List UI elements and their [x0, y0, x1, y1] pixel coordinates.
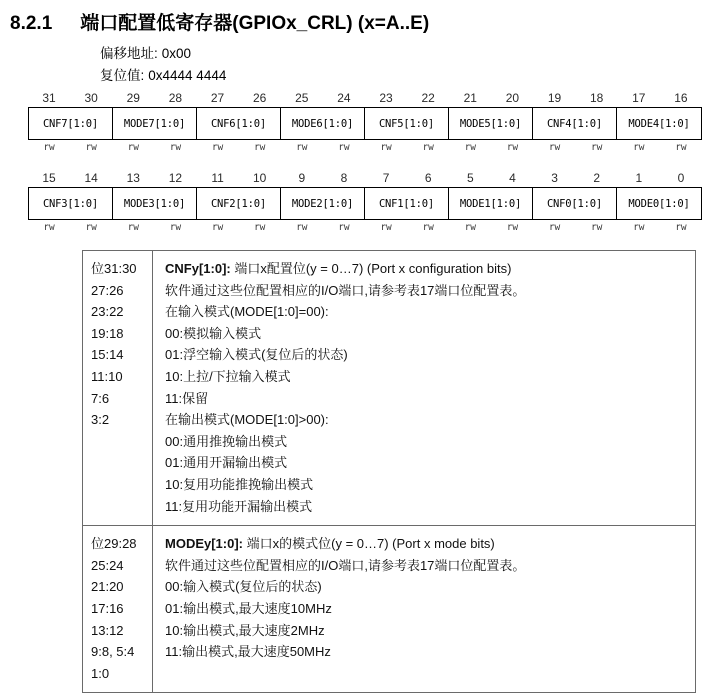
offset-address-line — [100, 42, 191, 62]
access-attribute: rw — [380, 142, 392, 153]
bit-number: 8 — [340, 171, 348, 185]
description-line: 00:通用推挽输出模式 — [165, 433, 288, 449]
bit-number: 23 — [379, 91, 393, 105]
bit-number: 29 — [126, 91, 140, 105]
bit-range-line: 19:18 — [91, 325, 124, 341]
access-attribute: rw — [253, 222, 266, 233]
access-attribute: rw — [127, 142, 140, 153]
access-attribute: rw — [675, 142, 687, 153]
description-line: 00:输入模式(复位后的状态) — [165, 579, 322, 595]
access-attribute: rw — [85, 142, 97, 153]
reset-value-line — [100, 64, 226, 84]
bit-range-line: 21:20 — [91, 579, 124, 595]
bit-range-line: 7:6 — [91, 390, 110, 406]
access-attribute: rw — [506, 142, 519, 153]
bit-range-line: 位31:30 — [91, 261, 137, 276]
description-line: 00:模拟输入模式 — [165, 325, 262, 341]
bit-number: 1 — [635, 171, 643, 185]
description-line: 10:上拉/下拉输入模式 — [165, 368, 291, 384]
access-attribute: rw — [211, 222, 224, 233]
bit-number: 19 — [547, 91, 562, 105]
bit-range-line: 17:16 — [91, 600, 124, 616]
description-line: 01:浮空输入模式(复位后的状态) — [165, 347, 348, 363]
reset-value-label: 复位值: — [100, 68, 145, 83]
bit-number-row — [28, 90, 702, 107]
bit-number: 31 — [42, 91, 56, 105]
bit-description-cell — [153, 251, 695, 525]
register-field-cell: MODE1[1:0] — [449, 188, 533, 219]
description-line: 在输出模式(MODE[1:0]>00): — [165, 412, 329, 428]
access-attribute: rw — [338, 142, 350, 153]
register-field-row — [28, 187, 702, 220]
register-field-row — [28, 107, 702, 140]
bit-number: 30 — [84, 91, 98, 105]
bit-number: 0 — [677, 171, 685, 185]
description-line: 软件通过这些位配置相应的I/O端口,请参考表17端口位配置表。 — [165, 557, 526, 573]
register-field-cell: CNF4[1:0] — [533, 108, 617, 139]
register-diagram-low-halfword — [28, 170, 702, 236]
access-attribute: rw — [675, 222, 687, 233]
field-name-description: 端口x的模式位(y = 0…7) (Port x mode bits) — [243, 536, 495, 552]
bit-number: 16 — [674, 91, 688, 105]
description-line: 11:保留 — [165, 390, 209, 406]
register-field-cell: CNF1[1:0] — [365, 188, 449, 219]
access-attribute: rw — [43, 142, 55, 153]
bit-range-line: 位29:28 — [91, 536, 137, 552]
bit-range-line: 11:10 — [91, 368, 123, 384]
access-attribute: rw — [380, 222, 392, 233]
register-field-cell: MODE5[1:0] — [449, 108, 533, 139]
bit-number: 21 — [463, 91, 477, 105]
bit-number: 4 — [509, 171, 516, 185]
page-heading — [10, 8, 429, 35]
bit-number: 11 — [211, 171, 224, 185]
bit-range-line: 3:2 — [91, 412, 110, 428]
bit-range-line: 23:22 — [91, 304, 124, 320]
access-attribute: rw — [169, 142, 182, 153]
access-attribute: rw — [296, 222, 308, 233]
field-name-heading — [165, 533, 695, 555]
bit-range-line: 15:14 — [91, 347, 124, 363]
access-attribute: rw — [548, 222, 561, 233]
register-field-cell: MODE4[1:0] — [628, 117, 690, 130]
table-row — [83, 251, 695, 526]
register-diagram-high-halfword — [28, 90, 702, 156]
bit-number: 10 — [253, 171, 267, 185]
offset-address-label: 偏移地址: — [100, 46, 158, 61]
access-attribute: rw — [422, 142, 434, 153]
bit-number: 28 — [168, 91, 183, 105]
access-attribute: rw — [85, 222, 97, 233]
access-attribute: rw — [464, 222, 477, 233]
reset-value-value: 0x4444 4444 — [148, 68, 227, 83]
access-attribute: rw — [296, 142, 308, 153]
access-attribute: rw — [633, 142, 645, 153]
bit-number: 25 — [295, 91, 309, 105]
section-number: 8.2.1 — [10, 13, 53, 34]
register-field-cell: CNF3[1:0] — [29, 188, 113, 219]
bit-description-table — [82, 250, 696, 693]
bit-number: 7 — [382, 171, 390, 185]
register-field-cell: MODE6[1:0] — [281, 108, 365, 139]
bit-number: 24 — [337, 91, 351, 105]
register-field-cell: MODE2[1:0] — [281, 188, 365, 219]
field-name-heading — [165, 258, 695, 280]
register-field-cell: MODE3[1:0] — [113, 188, 197, 219]
access-attribute: rw — [422, 222, 434, 233]
bit-description-cell — [153, 526, 695, 692]
access-attribute: rw — [590, 222, 603, 233]
bit-number: 13 — [126, 171, 140, 185]
bit-range-line: 13:12 — [91, 622, 124, 638]
bit-number: 15 — [42, 171, 56, 185]
access-attribute: rw — [169, 222, 182, 233]
register-field-cell: MODE0[1:0] — [628, 197, 690, 210]
bit-number: 2 — [593, 171, 601, 185]
bit-range-line: 27:26 — [91, 282, 124, 298]
access-attribute: rw — [548, 142, 561, 153]
bit-number: 26 — [253, 91, 267, 105]
field-name: CNFy[1:0]: — [165, 261, 231, 276]
bit-number: 20 — [505, 91, 520, 105]
access-attribute: rw — [338, 222, 350, 233]
register-field-cell: CNF7[1:0] — [29, 108, 113, 139]
bit-range-cell — [83, 251, 153, 525]
table-row — [83, 526, 695, 692]
register-field-cell: CNF5[1:0] — [365, 108, 449, 139]
register-field-cell: MODE7[1:0] — [113, 108, 197, 139]
bit-number: 5 — [466, 171, 474, 185]
bit-number: 14 — [84, 171, 98, 185]
bit-number: 27 — [210, 91, 225, 105]
register-field-cell: CNF2[1:0] — [197, 188, 281, 219]
access-attribute: rw — [211, 142, 224, 153]
bit-number: 17 — [632, 91, 646, 105]
description-line: 软件通过这些位配置相应的I/O端口,请参考表17端口位配置表。 — [165, 282, 526, 298]
access-attribute: rw — [633, 222, 645, 233]
description-line: 11:复用功能开漏输出模式 — [165, 498, 313, 514]
bit-range-cell — [83, 526, 153, 692]
page-title: 端口配置低寄存器(GPIOx_CRL) (x=A..E) — [80, 13, 430, 34]
description-line: 10:输出模式,最大速度2MHz — [165, 622, 325, 638]
register-field-cell: CNF6[1:0] — [197, 108, 281, 139]
access-attribute: rw — [127, 222, 140, 233]
field-name-description: 端口x配置位(y = 0…7) (Port x configuration bits) — [230, 261, 512, 276]
access-attribute-row — [28, 220, 702, 236]
access-attribute: rw — [253, 142, 266, 153]
access-attribute: rw — [590, 142, 603, 153]
bit-number: 9 — [298, 171, 306, 185]
description-line: 01:输出模式,最大速度10MHz — [165, 600, 332, 616]
bit-number: 3 — [551, 171, 558, 185]
bit-number: 12 — [168, 171, 183, 185]
access-attribute-row — [28, 140, 702, 156]
field-name: MODEy[1:0]: — [165, 536, 244, 552]
offset-address-value: 0x00 — [161, 46, 192, 61]
bit-range-line: 1:0 — [91, 665, 110, 681]
access-attribute: rw — [464, 142, 477, 153]
description-line: 在输入模式(MODE[1:0]=00): — [165, 304, 329, 320]
description-line: 10:复用功能推挽输出模式 — [165, 476, 314, 492]
bit-range-line: 9:8, 5:4 — [91, 644, 135, 660]
description-line: 01:通用开漏输出模式 — [165, 455, 288, 471]
access-attribute: rw — [506, 222, 519, 233]
bit-number: 18 — [590, 91, 604, 105]
description-line: 11:输出模式,最大速度50MHz — [165, 644, 331, 660]
bit-range-line: 25:24 — [91, 557, 124, 573]
access-attribute: rw — [43, 222, 55, 233]
bit-number: 6 — [424, 171, 432, 185]
register-field-cell: CNF0[1:0] — [533, 188, 617, 219]
bit-number-row — [28, 170, 702, 187]
bit-number: 22 — [421, 91, 435, 105]
